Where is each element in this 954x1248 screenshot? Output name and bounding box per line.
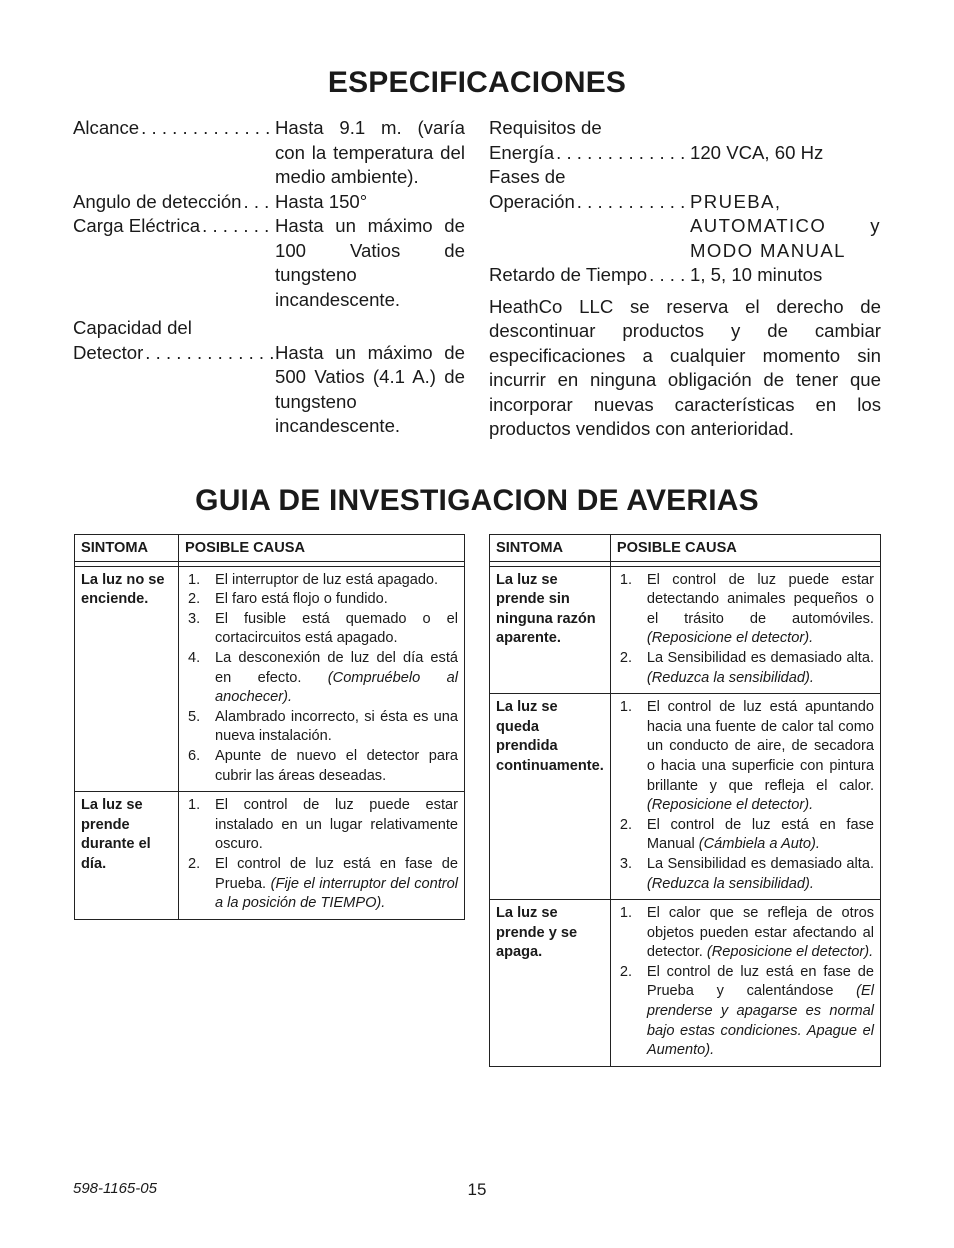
specifications-title: ESPECIFICACIONES bbox=[327, 66, 627, 99]
cause-item bbox=[185, 649, 458, 708]
cause-list bbox=[617, 904, 874, 1061]
cause-text: El fusible está quemado o el cortacircuitos está apagado. bbox=[215, 610, 458, 647]
spec-value: Hasta un máximo de 100 Vatios de tungsteno incandescente. bbox=[275, 215, 465, 310]
symptom-cell: La luz no se enciende. bbox=[75, 566, 179, 792]
cause-item bbox=[617, 698, 874, 816]
table-row bbox=[75, 792, 465, 920]
spec-delay bbox=[489, 263, 881, 288]
spec-label: Alcance bbox=[73, 117, 140, 138]
cause-item bbox=[185, 571, 458, 591]
cause-header: POSIBLE CAUSA bbox=[610, 535, 880, 562]
table-body bbox=[75, 561, 465, 919]
symptom-header: SINTOMA bbox=[75, 535, 179, 562]
cause-number: 1. bbox=[619, 571, 633, 588]
cause-remedy: (Fije el interruptor del control a la posición de TIEMPO). bbox=[215, 875, 458, 912]
cause-number: 4. bbox=[188, 649, 201, 666]
cause-number: 2. bbox=[188, 591, 201, 608]
cause-number: 3. bbox=[188, 610, 201, 627]
cause-list bbox=[617, 571, 874, 689]
cause-text: La Sensibilidad es demasiado alta. bbox=[646, 649, 874, 666]
spec-angle bbox=[73, 190, 465, 215]
cause-list bbox=[185, 796, 458, 914]
cause-cell bbox=[610, 900, 880, 1067]
table-row bbox=[490, 694, 881, 900]
spec-value: 1, 5, 10 minutos bbox=[690, 264, 823, 285]
cause-number: 1. bbox=[619, 699, 633, 716]
cause-text: El control de luz está en fase Manual bbox=[646, 816, 874, 853]
cause-text: El control de luz está en fase de Prueba y calentándose bbox=[646, 963, 874, 1000]
symptom-cell: La luz se prende sin ninguna razón aparente. bbox=[490, 566, 611, 694]
spec-label: Operación bbox=[489, 190, 575, 212]
cause-cell bbox=[610, 566, 880, 694]
cause-remedy: (Reposicione el detector). bbox=[646, 797, 814, 814]
cause-number: 6. bbox=[188, 747, 201, 764]
cause-header: POSIBLE CAUSA bbox=[179, 535, 465, 562]
table-header-row bbox=[490, 535, 881, 562]
cause-text: Alambrado incorrecto, si ésta es una nueva instalación. bbox=[215, 708, 458, 745]
spec-value: PRUEBA, AUTOMATICO y MODO MANUAL bbox=[690, 190, 881, 261]
cause-number: 1. bbox=[188, 797, 201, 814]
cause-item bbox=[185, 590, 458, 610]
symptom-header: SINTOMA bbox=[490, 535, 611, 562]
spec-value: Hasta 150° bbox=[275, 190, 368, 212]
spec-power bbox=[489, 116, 881, 165]
spec-value: 120 VCA, 60 Hz bbox=[690, 141, 824, 163]
page-number: 15 bbox=[467, 1180, 487, 1199]
spec-label-line1: Requisitos de bbox=[489, 117, 602, 138]
table-header-row bbox=[75, 535, 465, 562]
document-number: 598-1165-05 bbox=[73, 1180, 157, 1197]
troubleshooting-table-right bbox=[489, 534, 881, 1067]
spec-label: Retardo de Tiempo bbox=[489, 264, 648, 285]
cause-text: El control de luz está en fase de Prueba. bbox=[215, 855, 458, 892]
cause-remedy: (Cámbiela a Auto). bbox=[698, 836, 820, 853]
cause-text: El interruptor de luz está apagado. bbox=[215, 571, 439, 588]
spec-modes bbox=[489, 165, 881, 263]
spec-capacity bbox=[73, 316, 465, 439]
spec-range bbox=[73, 116, 465, 190]
table-row bbox=[490, 566, 881, 694]
table-row bbox=[75, 566, 465, 792]
cause-remedy: (Reduzca la sensibilidad). bbox=[646, 669, 814, 686]
spec-load bbox=[73, 214, 465, 312]
cause-remedy: (El prenderse y apagarse es normal bajo estas condiciones. Apague el Aumento). bbox=[646, 983, 874, 1059]
cause-text: El control de luz puede estar instalado en un lugar relativamente oscuro. bbox=[215, 797, 458, 853]
spec-label: Carga Eléctrica bbox=[73, 215, 201, 236]
cause-number: 3. bbox=[619, 855, 633, 872]
spec-label: Angulo de detección bbox=[73, 190, 242, 212]
spec-label-line1: Capacidad del bbox=[73, 317, 192, 338]
spec-label: Detector bbox=[73, 341, 144, 363]
cause-text: El control de luz está apuntando hacia una fuente de calor tal como un conducto de aire, de secadora o hacia una superficie con pintura brillante y que refleja el calor. bbox=[646, 699, 874, 794]
cause-remedy: (Compruébelo al anochecer). bbox=[215, 669, 459, 706]
cause-number: 2. bbox=[188, 855, 201, 872]
cause-number: 2. bbox=[619, 963, 633, 980]
cause-list bbox=[617, 698, 874, 894]
cause-text: El calor que se refleja de otros objetos pueden estar afectando al detector. bbox=[646, 905, 874, 961]
cause-text: La Sensibilidad es demasiado alta. bbox=[646, 855, 874, 872]
specs-left bbox=[73, 116, 465, 439]
troubleshooting-table-left bbox=[74, 534, 465, 920]
cause-cell bbox=[179, 566, 465, 792]
cause-remedy: (Reduzca la sensibilidad). bbox=[646, 875, 814, 892]
table-body bbox=[490, 561, 881, 1066]
cause-item bbox=[185, 610, 458, 649]
specs-right bbox=[489, 116, 881, 442]
spec-value: Hasta 9.1 m. (varía con la temperatura del medio ambiente). bbox=[275, 117, 465, 187]
cause-item bbox=[617, 571, 874, 649]
cause-item bbox=[617, 904, 874, 963]
cause-number: 1. bbox=[188, 571, 201, 588]
troubleshooting-title: GUIA DE INVESTIGACION DE AVERIAS bbox=[195, 484, 759, 517]
cause-item bbox=[617, 855, 874, 894]
cause-number: 5. bbox=[188, 708, 201, 725]
cause-cell bbox=[610, 694, 880, 900]
cause-text: La desconexión de luz del día está en efecto. bbox=[215, 649, 458, 686]
cause-item bbox=[617, 816, 874, 855]
cause-cell bbox=[179, 792, 465, 920]
cause-list bbox=[185, 571, 458, 787]
spec-label: Energía bbox=[489, 141, 555, 163]
cause-text: El faro está flojo o fundido. bbox=[215, 591, 388, 608]
symptom-cell: La luz se prende y se apaga. bbox=[490, 900, 611, 1067]
cause-item bbox=[185, 796, 458, 855]
cause-item bbox=[617, 649, 874, 688]
spec-label-line1: Fases de bbox=[489, 166, 566, 187]
cause-item bbox=[617, 963, 874, 1061]
cause-number: 2. bbox=[619, 816, 633, 833]
cause-remedy: (Reposicione el detector). bbox=[706, 944, 874, 961]
cause-remedy: (Reposicione el detector). bbox=[646, 630, 814, 647]
cause-item bbox=[185, 855, 458, 914]
table-row bbox=[490, 900, 881, 1067]
cause-number: 2. bbox=[619, 649, 633, 666]
disclaimer-text: HeathCo LLC se reserva el derecho de descontinuar productos y de cambiar especificaciones a cualquier momento sin incurrir en ninguna obligación de tener que incorporar nuevas características en los productos vendidos con anterioridad. bbox=[489, 295, 881, 439]
cause-number: 1. bbox=[619, 905, 633, 922]
cause-item bbox=[185, 708, 458, 747]
cause-item bbox=[185, 747, 458, 786]
cause-text: Apunte de nuevo el detector para cubrir las áreas deseadas. bbox=[215, 747, 458, 784]
symptom-cell: La luz se queda prendida continuamente. bbox=[490, 694, 611, 900]
symptom-cell: La luz se prende durante el día. bbox=[75, 792, 179, 920]
spec-value: Hasta un máximo de 500 Vatios (4.1 A.) de tungsteno incandescente. bbox=[275, 341, 465, 436]
cause-text: El control de luz puede estar detectando animales pequeños o el trásito de automóviles. bbox=[646, 571, 874, 627]
